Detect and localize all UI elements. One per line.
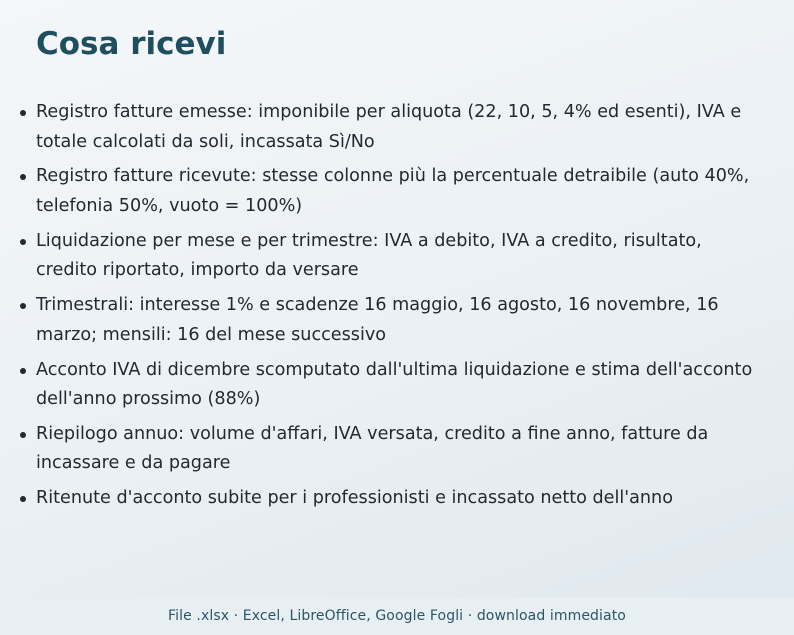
bullet-list bbox=[0, 98, 794, 519]
slide-title: Cosa ricevi bbox=[36, 26, 227, 62]
footer-text: File .xlsx · Excel, LibreOffice, Google Fogli · download immediato bbox=[168, 608, 626, 624]
bullet-item: Liquidazione per mese e per trimestre: IVA a debito, IVA a credito, risultato, credito riportato, importo da versare bbox=[0, 227, 794, 286]
bullet-item: Trimestrali: interesse 1% e scadenze 16 maggio, 16 agosto, 16 novembre, 16 marzo; mensili: 16 del mese successivo bbox=[0, 291, 794, 350]
bullet-item: Riepilogo annuo: volume d'affari, IVA versata, credito a fine anno, fatture da incassare e da pagare bbox=[0, 420, 794, 479]
bullet-item: Ritenute d'acconto subite per i professionisti e incassato netto dell'anno bbox=[0, 484, 794, 514]
bullet-item: Registro fatture ricevute: stesse colonne più la percentuale detraibile (auto 40%, telefonia 50%, vuoto = 100%) bbox=[0, 162, 794, 221]
bullet-item: Registro fatture emesse: imponibile per aliquota (22, 10, 5, 4% ed esenti), IVA e totale calcolati da soli, incassata Sì/No bbox=[0, 98, 794, 157]
bullet-item: Acconto IVA di dicembre scomputato dall'ultima liquidazione e stima dell'acconto dell'anno prossimo (88%) bbox=[0, 356, 794, 415]
footer-bar bbox=[0, 597, 794, 635]
